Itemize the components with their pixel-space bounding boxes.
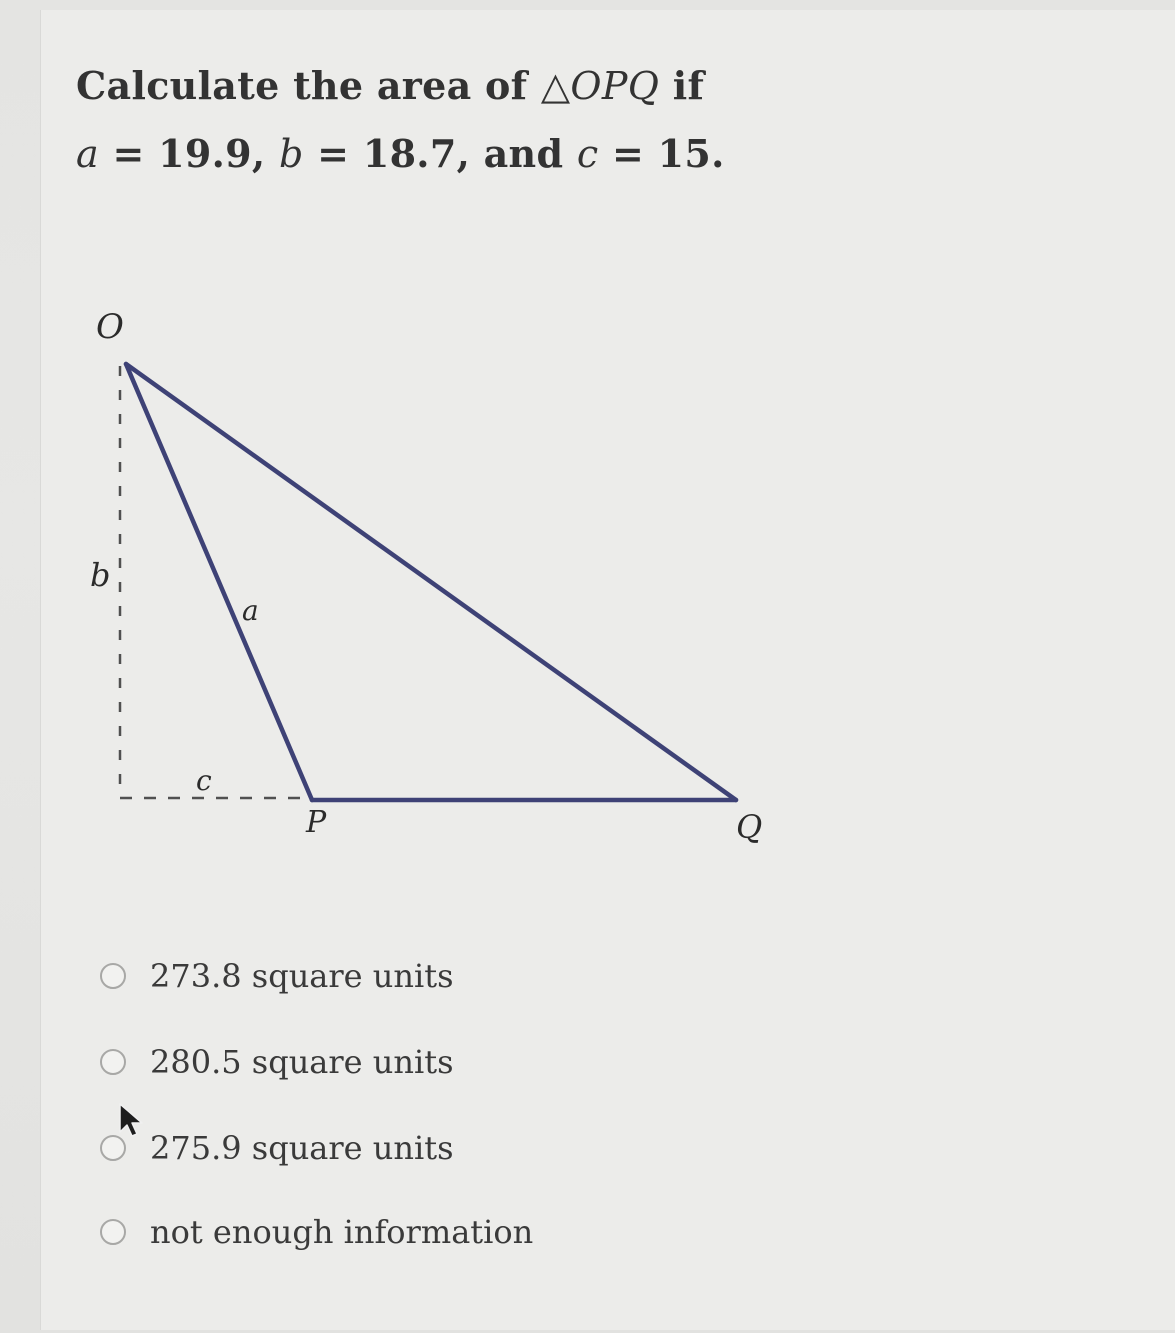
side-label-c: c (196, 764, 212, 797)
answer-option-label-3: 275.9 square units (150, 1129, 454, 1167)
answer-option-4[interactable] (100, 1202, 533, 1262)
answer-option-label-1: 273.8 square units (150, 957, 454, 995)
variable-c: c (576, 132, 599, 176)
question-line-1 (76, 52, 976, 120)
radio-button-1[interactable] (100, 963, 126, 989)
value-b: = 18.7, and (303, 131, 577, 176)
question-line-2 (76, 120, 976, 188)
question-text-suffix: if (659, 63, 705, 108)
radio-button-2[interactable] (100, 1049, 126, 1075)
vertex-label-o: O (96, 307, 124, 347)
question-prompt (76, 52, 976, 188)
vertex-label-q: Q (736, 808, 763, 846)
side-label-a: a (242, 594, 259, 627)
triangle-svg (60, 290, 820, 870)
answer-option-2[interactable] (100, 1032, 454, 1092)
value-c: = 15. (598, 131, 725, 176)
radio-button-4[interactable] (100, 1219, 126, 1245)
variable-b: b (278, 132, 304, 176)
question-text: Calculate the area of (76, 63, 541, 108)
answer-option-label-4: not enough information (150, 1213, 534, 1251)
mouse-pointer-icon (114, 1102, 154, 1152)
value-a: = 19.9, (98, 131, 279, 176)
answer-option-label-2: 280.5 square units (150, 1043, 454, 1081)
variable-a: a (76, 132, 99, 176)
side-label-b: b (90, 556, 111, 594)
triangle-diagram (60, 290, 820, 870)
triangle-name: △OPQ (540, 64, 660, 108)
answer-option-1[interactable] (100, 946, 454, 1006)
vertex-label-p: P (306, 805, 327, 840)
